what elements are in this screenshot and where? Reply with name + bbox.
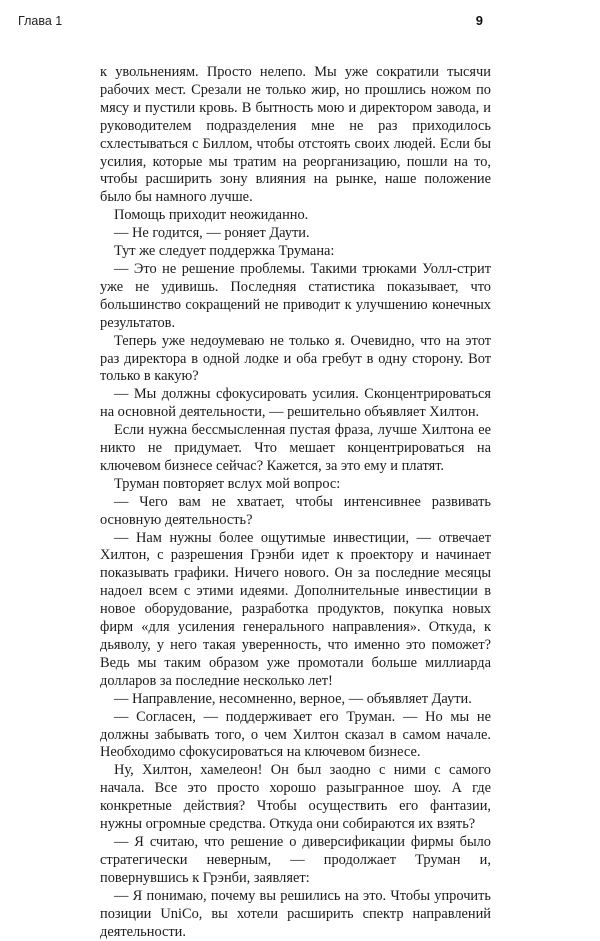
paragraph: — Я считаю, что решение о диверсификации фирмы было стратегически неверным, — продолжает Труман и, повернувшись к Грэнби, заявляет: — [100, 833, 491, 886]
paragraph: — Направление, несомненно, верное, — объявляет Даути. — [114, 690, 472, 707]
paragraph: к увольнениям. Просто нелепо. Мы уже сократили тысячи рабочих мест. Срезали не только жир, но прошлись ножом по мясу и пустили кровь. В бытность мою и директором завода, и руководителем подразделения мне не раз приходилось схлестываться с Биллом, чтобы отстоять своих людей. Если бы усилия, которые мы тратим на реорганизацию, пошли на то, чтобы расширить зону влияния на рынке, наше положение было бы намного лучше. — [100, 64, 491, 206]
paragraph: Ну, Хилтон, хамелеон! Он был заодно с ними с самого начала. Все это просто хорошо разыгранное шоу. А где конкретные действия? Чтобы осуществить его фантазии, нужны огромные средства. Откуда они собираются их взять? — [100, 762, 491, 833]
paragraph: Если нужна бессмысленная пустая фраза, лучше Хилтона ее никто не придумает. Что мешает концентрироваться на ключевом бизнесе сейчас? Кажется, за это ему и платят. — [100, 422, 491, 474]
paragraph: — Согласен, — поддерживает его Труман. — Но мы не должны забывать того, о чем Хилтон сказал в самом начале. Необходимо сфокусироваться на ключевом бизнесе. — [100, 708, 491, 761]
page-number: 9 — [475, 13, 483, 28]
paragraph: Теперь уже недоумеваю не только я. Очевидно, что на этот раз директора в одной лодке и оба гребут в одну сторону. Вот только в какую? — [100, 332, 491, 385]
paragraph: Помощь приходит неожиданно. — [114, 207, 309, 224]
paragraph: — Это не решение проблемы. Такими трюками Уолл-стрит уже не удивишь. Последняя статистика показывает, что большинство сокращений не приводит к улучшению конечных результатов. — [100, 260, 491, 331]
paragraph: Тут же следует поддержка Трумана: — [114, 243, 335, 260]
paragraph: — Нам нужны более ощутимые инвестиции, — отвечает Хилтон, с разрешения Грэнби идет к проектору и начинает показывать графики. Ничего нового. Он за последние месяцы надоел всем с этими идеями. Дополнительные инвестиции в новое оборудование, разработка продуктов, покупка новых фирм «для усиления генерального направления». Откуда, к дьяволу, у него такая уверенность, что именно это поможет? Ведь мы таким образом уже промотали больше миллиарда долларов за последние несколько лет! — [100, 529, 491, 689]
paragraph: — Я понимаю, почему вы решились на это. Чтобы упрочить позиции UniCo, вы хотели расширить спектр направлений деятельности. — [100, 887, 491, 940]
body-text — [100, 64, 491, 941]
paragraph: — Мы должны сфокусировать усилия. Сконцентрироваться на основной деятельности, — решительно объявляет Хилтон. — [100, 386, 491, 421]
chapter-header: Глава 1 — [18, 14, 63, 28]
paragraph: Труман повторяет вслух мой вопрос: — [114, 475, 341, 492]
paragraph: — Не годится, — роняет Даути. — [114, 225, 310, 242]
paragraph: — Чего вам не хватает, чтобы интенсивнее развивать основную деятельность? — [100, 493, 491, 528]
